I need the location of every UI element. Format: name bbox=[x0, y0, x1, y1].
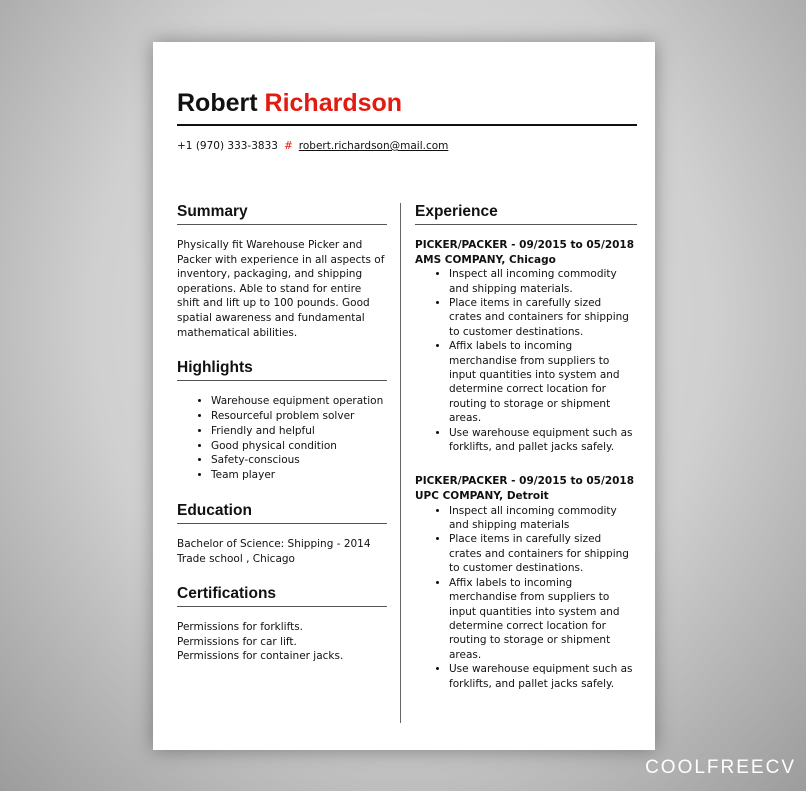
summary-section bbox=[177, 202, 387, 340]
job-company: UPC COMPANY, Detroit bbox=[415, 490, 549, 503]
last-name: Richardson bbox=[264, 89, 403, 117]
list-item: • Place items in carefully sized crates and containers for shipping to customer destinations. bbox=[449, 532, 637, 575]
right-column bbox=[415, 202, 637, 711]
email-link[interactable]: robert.richardson@mail.com bbox=[298, 140, 449, 152]
left-column bbox=[177, 202, 387, 682]
experience-heading: Experience bbox=[415, 202, 637, 225]
education-heading: Education bbox=[177, 501, 387, 524]
list-item: • Use warehouse equipment such as forklifts, and pallet jacks safely. bbox=[449, 426, 637, 455]
certification-line: Permissions for car lift. bbox=[177, 635, 297, 648]
summary-text: Physically fit Warehouse Picker and Packer with experience in all aspects of inventory, packaging, and shipping operations. Able to stand for entire shift and lift up to 100 pounds. Good spatial awareness and fundamental mathematical abilities. bbox=[177, 239, 385, 339]
watermark-logo: COOLFREECV bbox=[645, 757, 796, 778]
list-item: • Good physical condition bbox=[211, 439, 387, 454]
job-entry bbox=[415, 474, 637, 690]
highlights-list bbox=[177, 394, 387, 483]
certifications-section bbox=[177, 584, 387, 664]
job-entry bbox=[415, 238, 637, 454]
summary-heading: Summary bbox=[177, 202, 387, 225]
resume-page bbox=[153, 42, 655, 750]
candidate-name bbox=[177, 86, 402, 120]
education-section bbox=[177, 501, 387, 566]
highlights-heading: Highlights bbox=[177, 358, 387, 381]
list-item: • Use warehouse equipment such as forklifts, and pallet jacks safely. bbox=[449, 662, 637, 691]
highlights-section bbox=[177, 358, 387, 483]
list-item: • Safety-conscious bbox=[211, 453, 387, 468]
column-divider bbox=[400, 203, 401, 723]
job-company: AMS COMPANY, Chicago bbox=[415, 253, 556, 266]
list-item: • Affix labels to incoming merchandise from suppliers to input quantities into system and determine correct location for routing to storage or shipment areas. bbox=[449, 339, 637, 425]
job-duties bbox=[415, 267, 637, 454]
list-item: • Affix labels to incoming merchandise from suppliers to input quantities into system and determine correct location for routing to storage or shipment areas. bbox=[449, 576, 637, 662]
list-item: • Place items in carefully sized crates and containers for shipping to customer destinations. bbox=[449, 296, 637, 339]
education-degree: Bachelor of Science: Shipping - 2014 bbox=[177, 537, 371, 550]
first-name: Robert bbox=[177, 89, 258, 117]
list-item: • Team player bbox=[211, 468, 387, 483]
job-title: PICKER/PACKER - 09/2015 to 05/2018 bbox=[415, 475, 635, 488]
list-item: • Friendly and helpful bbox=[211, 424, 387, 439]
list-item: • Inspect all incoming commodity and shipping materials. bbox=[449, 267, 637, 296]
certification-line: Permissions for forklifts. bbox=[177, 621, 304, 634]
header-rule bbox=[177, 124, 637, 126]
list-item: • Resourceful problem solver bbox=[211, 409, 387, 424]
job-duties bbox=[415, 504, 637, 691]
phone: +1 (970) 333-3833 bbox=[177, 140, 278, 152]
list-item: • Warehouse equipment operation bbox=[211, 394, 387, 409]
contact-line bbox=[177, 140, 448, 152]
certifications-heading: Certifications bbox=[177, 584, 387, 607]
education-school: Trade school , Chicago bbox=[177, 552, 295, 565]
contact-separator: # bbox=[283, 140, 293, 152]
certification-line: Permissions for container jacks. bbox=[177, 650, 344, 663]
list-item: • Inspect all incoming commodity and shipping materials bbox=[449, 504, 637, 533]
job-title: PICKER/PACKER - 09/2015 to 05/2018 bbox=[415, 239, 635, 251]
